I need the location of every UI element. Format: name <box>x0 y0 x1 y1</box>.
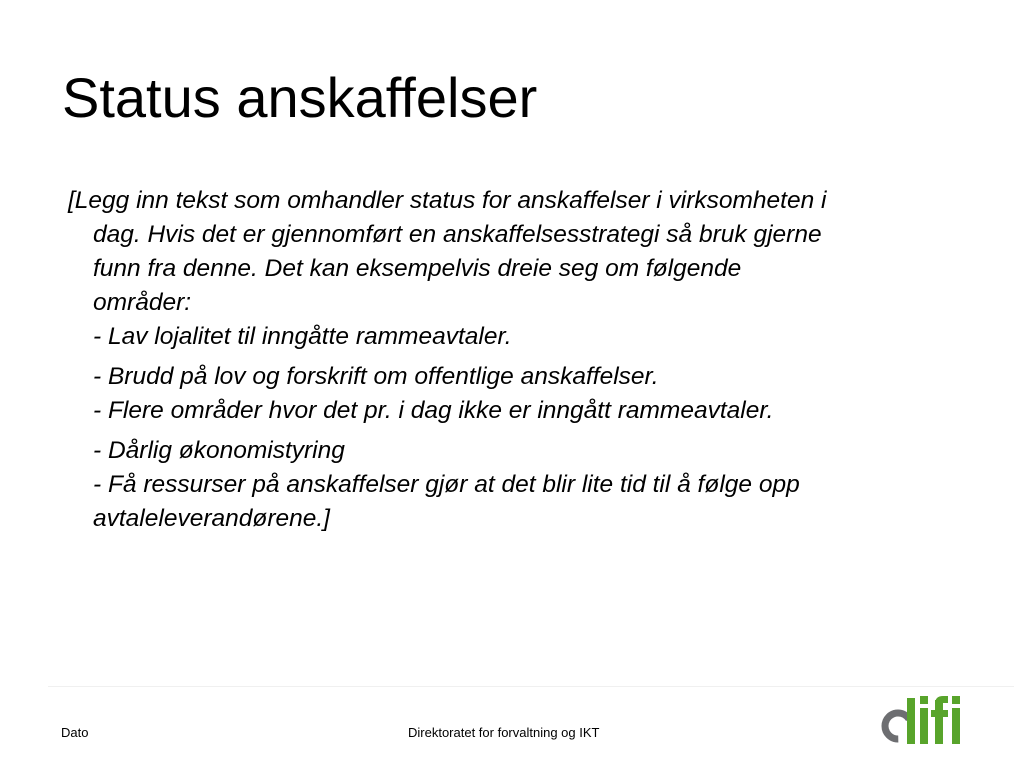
footer-divider <box>48 686 1014 687</box>
body-line: områder: <box>93 289 192 316</box>
body-line: avtaleleverandørene.] <box>93 505 330 532</box>
body-line: [Legg inn tekst som omhandler status for anskaffelser i virksomheten i <box>68 187 827 214</box>
footer-date: Dato <box>61 725 89 740</box>
body-line: - Få ressurser på anskaffelser gjør at det blir lite tid til å følge opp <box>93 471 800 498</box>
body-line: - Lav lojalitet til inngåtte rammeavtaler. <box>93 323 512 350</box>
difi-logo-icon <box>876 690 976 750</box>
footer-organization: Direktoratet for forvaltning og IKT <box>408 725 600 740</box>
body-line: - Flere områder hvor det pr. i dag ikke er inngått rammeavtaler. <box>93 397 774 424</box>
body-line: - Brudd på lov og forskrift om offentlige anskaffelser. <box>93 363 659 390</box>
slide-title: Status anskaffelser <box>62 66 538 129</box>
slide-body <box>68 184 968 536</box>
body-line: funn fra denne. Det kan eksempelvis dreie seg om følgende <box>93 255 742 282</box>
body-paragraph <box>68 184 968 354</box>
body-paragraph <box>68 360 968 428</box>
body-paragraph <box>68 434 968 536</box>
body-line: dag. Hvis det er gjennomført en anskaffelsesstrategi så bruk gjerne <box>93 221 822 248</box>
body-line: - Dårlig økonomistyring <box>93 437 345 464</box>
